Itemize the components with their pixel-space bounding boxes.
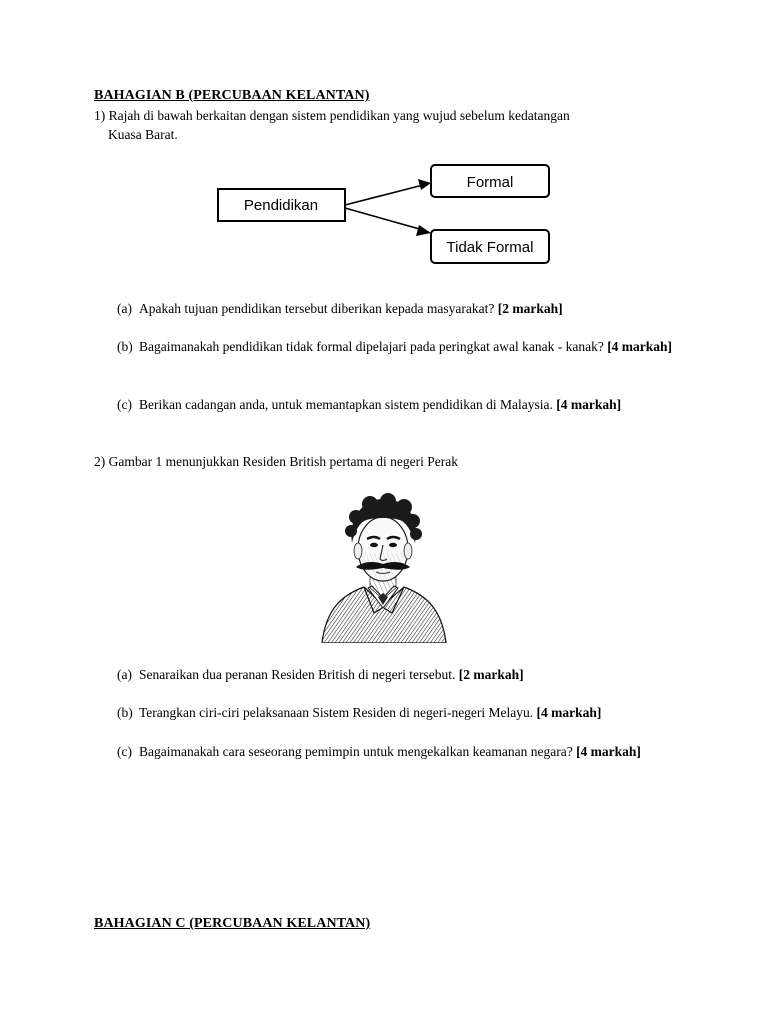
item-label: (a) <box>117 667 132 682</box>
item-marks: [4 markah] <box>607 339 673 354</box>
item-label: (a) <box>117 301 132 316</box>
diagram-arrow-tidak-formal <box>345 208 423 230</box>
arrow-head-icon <box>418 179 431 190</box>
question-1b <box>117 337 687 356</box>
arrow-head-icon <box>416 225 431 236</box>
diagram-label-pendidikan: Pendidikan <box>243 197 319 214</box>
question-1-intro: 1) Rajah di bawah berkaitan dengan sistem pendidikan yang wujud sebelum kedatangan <box>94 108 570 123</box>
question-2b <box>117 703 687 722</box>
item-label: (b) <box>117 705 133 720</box>
item-label: (c) <box>117 744 132 759</box>
item-marks: [2 markah] <box>497 301 563 316</box>
item-text: Bagaimanakah cara seseorang pemimpin untuk mengekalkan keamanan negara? <box>139 744 573 759</box>
diagram-label-tidak-formal: Tidak Formal <box>446 239 534 256</box>
section-c-title: BAHAGIAN C (PERCUBAAN KELANTAN) <box>94 916 371 931</box>
question-2a <box>117 665 687 684</box>
education-diagram <box>200 158 560 270</box>
question-2c <box>117 742 662 761</box>
item-text: Berikan cadangan anda, untuk memantapkan sistem pendidikan di Malaysia. <box>139 397 553 412</box>
question-2-intro: 2) Gambar 1 menunjukkan Residen British pertama di negeri Perak <box>94 454 459 469</box>
item-label: (c) <box>117 397 132 412</box>
item-marks: [4 markah] <box>536 705 602 720</box>
item-label: (b) <box>117 339 133 354</box>
question-1c <box>117 395 647 414</box>
item-text: Apakah tujuan pendidikan tersebut diberikan kepada masyarakat? <box>139 301 495 316</box>
item-text: Bagaimanakah pendidikan tidak formal dipelajari pada peringkat awal kanak - kanak? <box>139 339 604 354</box>
diagram-label-formal: Formal <box>466 174 514 191</box>
item-marks: [2 markah] <box>458 667 524 682</box>
question-1a <box>117 299 687 318</box>
portrait-image <box>312 487 454 643</box>
question-1-intro-cont: Kuasa Barat. <box>108 127 178 142</box>
item-marks: [4 markah] <box>556 397 622 412</box>
diagram-arrow-formal <box>345 185 423 205</box>
item-text: Terangkan ciri-ciri pelaksanaan Sistem Residen di negeri-negeri Melayu. <box>139 705 534 720</box>
section-b-title: BAHAGIAN B (PERCUBAAN KELANTAN) <box>94 88 370 103</box>
item-marks: [4 markah] <box>576 744 641 759</box>
item-text: Senaraikan dua peranan Residen British di negeri tersebut. <box>139 667 456 682</box>
